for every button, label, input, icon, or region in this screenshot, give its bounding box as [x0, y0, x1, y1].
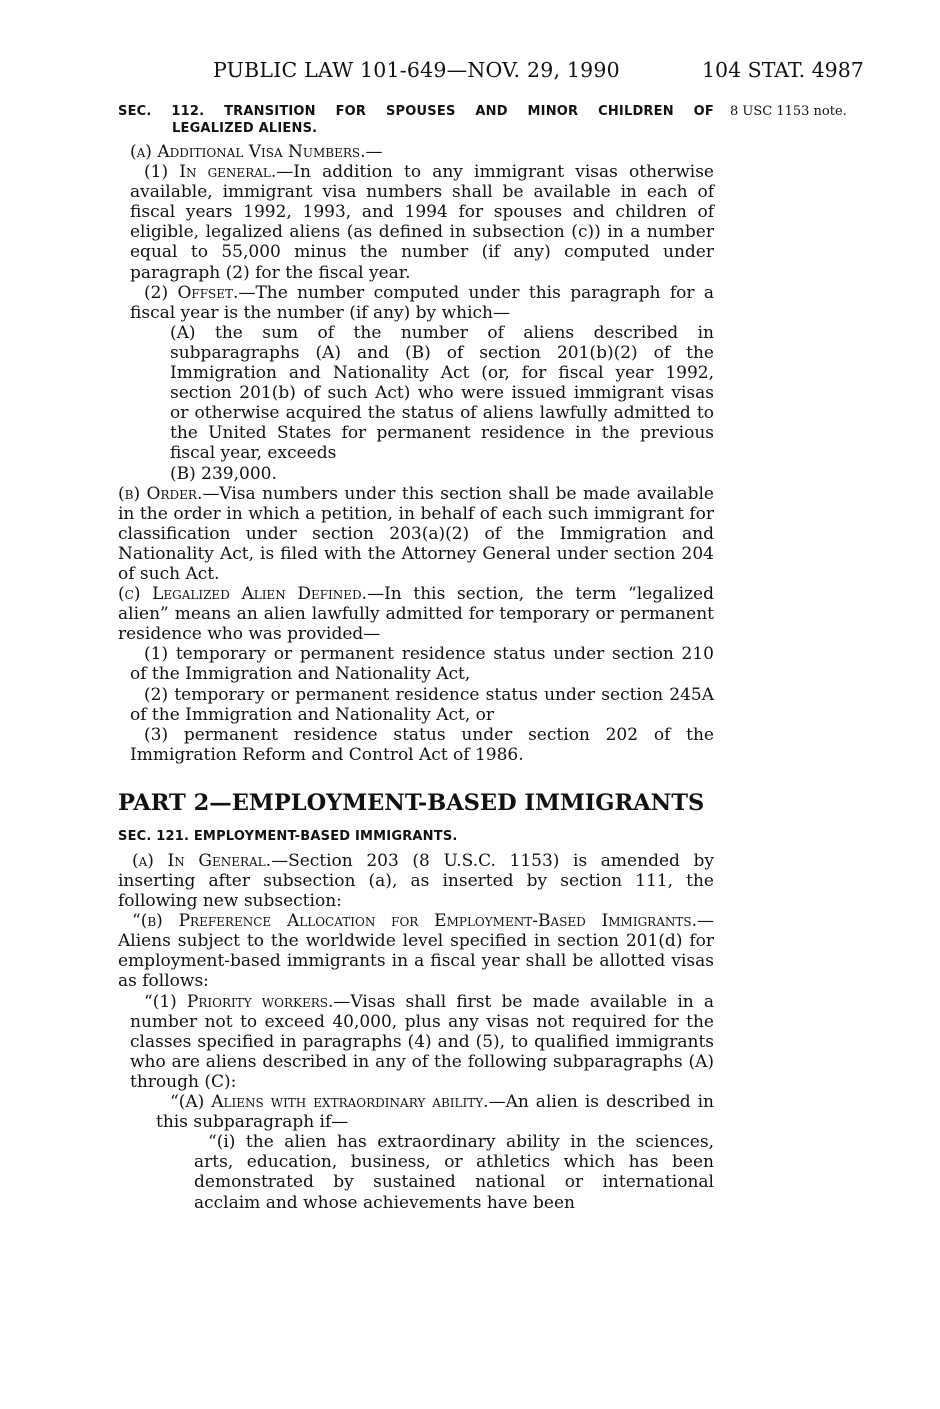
subsection-121b-lead: “(b) Preference Allocation for Employment-Based Immigrants. — [132, 911, 697, 932]
section-121-heading: SEC. 121. EMPLOYMENT-BASED IMMIGRANTS. — [118, 828, 458, 844]
subparagraph-121b1A-text: —An alien is described in this subparagraph if— — [156, 1092, 714, 1133]
section-112-title-line2: LEGALIZED ALIENS. — [172, 121, 318, 136]
subsection-121a-text: —Section 203 (8 U.S.C. 1153) is amended by inserting after subsection (a), as inserted by section 111, the following new subsection: — [118, 850, 714, 912]
paragraph-112c1: (1) temporary or permanent residence status under section 210 of the Immigration and Nationality Act, — [130, 644, 714, 685]
subsection-112a-heading: (a) Additional Visa Numbers.— — [130, 142, 383, 162]
subsection-121a-lead: (a) In General. — [132, 850, 272, 871]
paragraph-112a1 — [118, 162, 714, 283]
paragraph-112a1-lead: (1) In general. — [144, 162, 277, 183]
document-body — [118, 102, 714, 1213]
clause-121b1Ai: “(i) the alien has extraordinary ability in the sciences, arts, education, business, or athletics which has been demonstrated by sustained national or international acclaim and whose achievements have been — [194, 1132, 714, 1213]
margin-note-usc: 8 USC 1153 note. — [730, 104, 847, 119]
subsection-112b-text: —Visa numbers under this section shall be made available in the order in which a petition, in behalf of each such immigrant for classification under section 203(a)(2) of the Immigration and Nationality Act, is filed with the Attorney General under section 204 of such Act. — [118, 483, 714, 584]
paragraph-112a2-text: —The number computed under this paragraph for a fiscal year is the number (if any) by which— — [130, 282, 714, 323]
subsection-112c-text: —In this section, the term “legalized alien” means an alien lawfully admitted for temporary or permanent residence who was provided— — [118, 584, 714, 645]
subsection-121b-text: —Aliens subject to the worldwide level specified in section 201(d) for employment-based immigrants in a fiscal year shall be allotted visas as follows: — [118, 911, 714, 992]
section-112-title-line1: SEC. 112. TRANSITION FOR SPOUSES AND MINOR CHILDREN OF — [118, 104, 714, 119]
subsection-121b — [118, 911, 714, 991]
paragraph-112c2: (2) temporary or permanent residence status under section 245A of the Immigration and Nationality Act, or — [130, 684, 714, 725]
subparagraph-112a2A: (A) the sum of the number of aliens described in subparagraphs (A) and (B) of section 201(b)(2) of the Immigration and Nationality Act (or, for fiscal year 1992, section 201(b) of such Act) who were issued immigrant visas or otherwise acquired the status of aliens lawfully admitted to the United States for permanent residence in the previous fiscal year, exceeds — [170, 322, 714, 464]
part-2-heading: PART 2—EMPLOYMENT-BASED IMMIGRANTS — [118, 789, 705, 816]
paragraph-112a2-lead: (2) Offset. — [144, 282, 239, 303]
paragraph-121b1-text: —Visas shall first be made available in a number not to exceed 40,000, plus any visas not required for the classes specified in paragraphs (4) and (5), to qualified immigrants who are aliens described in any of the following subparagraphs (A) through (C): — [130, 991, 714, 1092]
subsection-112b-lead: (b) Order. — [118, 483, 203, 504]
subparagraph-121b1A — [118, 1092, 714, 1132]
subsection-112b — [118, 484, 714, 584]
subparagraph-121b1A-lead: “(A) Aliens with extraordinary ability. — [170, 1092, 489, 1113]
paragraph-112c3: (3) permanent residence status under section 202 of the Immigration Reform and Control Act of 1986. — [130, 724, 714, 765]
subsection-112c-lead: (c) Legalized Alien Defined. — [118, 584, 368, 605]
section-112-heading-continued — [118, 119, 714, 139]
paragraph-112a2 — [118, 283, 714, 323]
paragraph-121b1 — [118, 992, 714, 1092]
paragraph-112a1-text: —In addition to any immigrant visas otherwise available, immigrant visa numbers shall be available in each of fiscal years 1992, 1993, and 1994 for spouses and children of eligible, legalized aliens (as defined in subsection (c)) in a number equal to 55,000 minus the number (if any) computed under paragraph (2) for the fiscal year. — [130, 162, 714, 283]
running-header-citation: PUBLIC LAW 101-649—NOV. 29, 1990 — [213, 58, 620, 82]
running-header-stat-page: 104 STAT. 4987 — [702, 58, 864, 82]
subsection-112c — [118, 584, 714, 644]
subsection-121a — [118, 851, 714, 911]
paragraph-121b1-lead: “(1) Priority workers. — [144, 991, 334, 1012]
subparagraph-112a2B: (B) 239,000. — [170, 463, 277, 484]
